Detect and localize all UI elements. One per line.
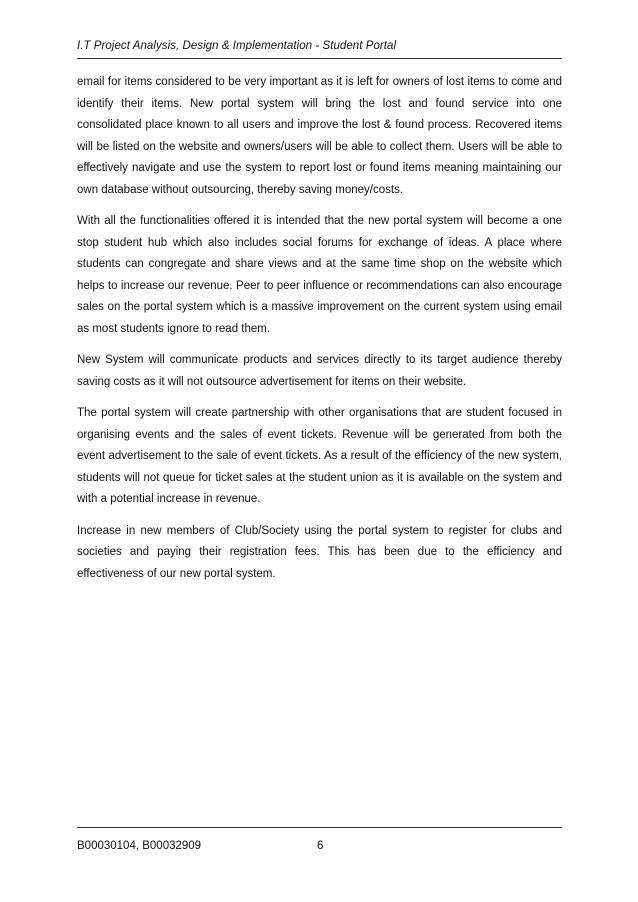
student-ids: B00030104, B00032909	[77, 840, 202, 852]
page-header	[77, 38, 562, 59]
paragraph-partnerships: The portal system will create partnership with other organisations that are student focused in organising events and the sales of event tickets. Revenue will be generated from both the event advertisement to the sale of event tickets. As a result of the efficiency of the new system, students will not queue for ticket sales at the student union as it is available on the system and with a potential increase in revenue.	[77, 407, 562, 505]
page-number: 6	[317, 840, 324, 852]
paragraph-communication: New System will communicate products and services directly to its target audience thereby saving costs as it will not outsource advertisement for items on their website.	[77, 354, 562, 388]
header-title: I.T Project Analysis, Design & Implementation - Student Portal	[77, 40, 397, 52]
paragraph-student-hub: With all the functionalities offered it is intended that the new portal system will become a one stop student hub which also includes social forums for exchange of ideas. A place where students can congregate and share views and at the same time shop on the website which helps to increase our revenue. Peer to peer influence or recommendations can also encourage sales on the portal system which is a massive improvement on the current system using email as most students ignore to read them.	[77, 215, 562, 335]
document-body	[77, 72, 562, 595]
page-footer	[77, 827, 562, 852]
paragraph-club-society: Increase in new members of Club/Society using the portal system to register for clubs and societies and paying their registration fees. This has been due to the efficiency and effectiveness of our new portal system.	[77, 524, 562, 580]
paragraph-lost-and-found: email for items considered to be very important as it is left for owners of lost items to come and identify their items. New portal system will bring the lost and found service into one consolidated place known to all users and improve the lost & found process. Recovered items will be listed on the website and owners/users will be able to collect them. Users will be able to effectively navigate and use the system to report lost or found items meaning maintaining our own database without outsourcing, thereby saving money/costs.	[77, 76, 562, 196]
